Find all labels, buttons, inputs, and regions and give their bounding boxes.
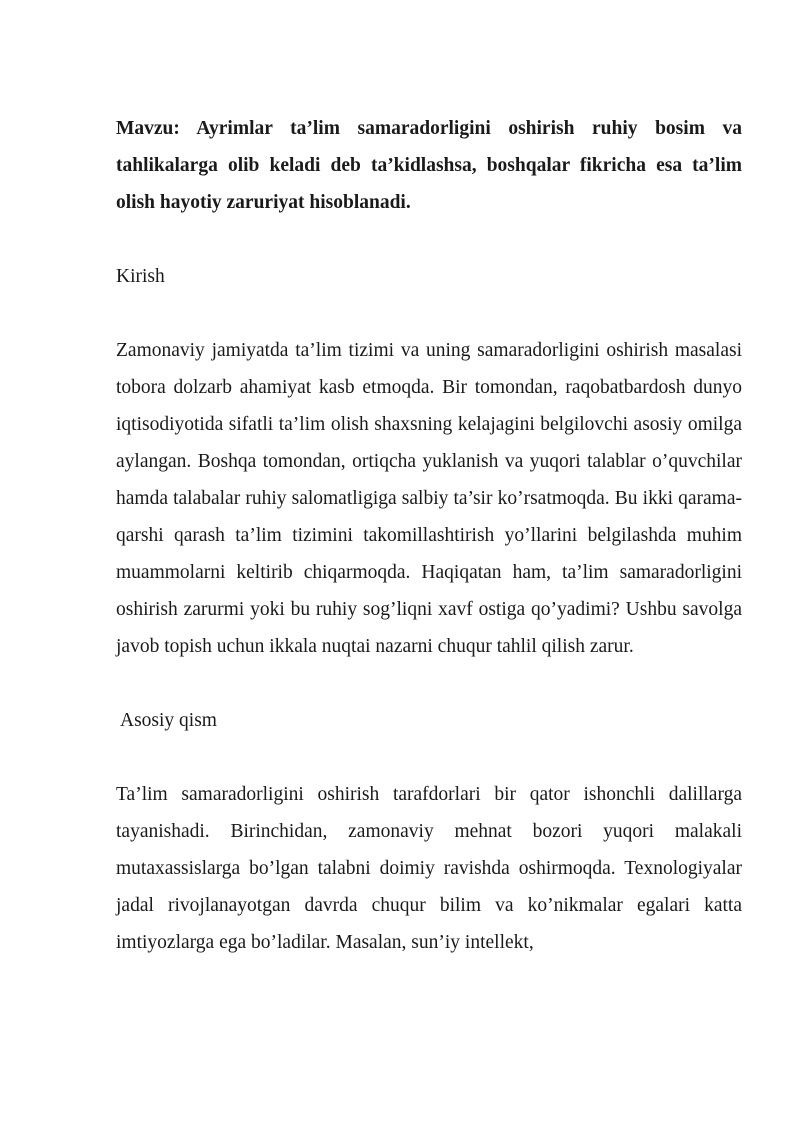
section-heading-kirish: Kirish: [116, 266, 165, 287]
section-paragraph-asosiy-qism: Ta’lim samaradorligini oshirish tarafdorlari bir qator ishonchli dalillarga tayanishadi. Birinchidan, zamonaviy mehnat bozori yuqori malakali mutaxassislarga bo’lgan talabni doimiy ravishda oshirmoqda. Texnologiyalar jadal rivojlanayotgan davrda chuqur bilim va ko’nikmalar egalari katta imtiyozlarga ega bo’ladilar. Masalan, sun’iy intellekt,: [116, 784, 742, 953]
spacer: [116, 295, 742, 332]
section-heading-asosiy-qism: Asosiy qism: [120, 710, 217, 731]
document-title: Mavzu: Ayrimlar ta’lim samaradorligini oshirish ruhiy bosim va tahlikalarga olib keladi deb ta’kidlashsa, boshqalar fikricha esa ta’lim olish hayotiy zaruriyat hisoblanadi.: [116, 118, 742, 213]
section-paragraph-kirish: Zamonaviy jamiyatda ta’lim tizimi va uning samaradorligini oshirish masalasi tobora dolzarb ahamiyat kasb etmoqda. Bir tomondan, raqobatbardosh dunyo iqtisodiyotida sifatli ta’lim olish shaxsning kelajagini belgilovchi asosiy omilga aylangan. Boshqa tomondan, ortiqcha yuklanish va yuqori talablar o’quvchilar hamda talabalar ruhiy salomatligiga salbiy ta’sir ko’rsatmoqda. Bu ikki qarama-qarshi qarash ta’lim tizimini takomillashtirish yo’llarini belgilashda muhim muammolarni keltirib chiqarmoqda. Haqiqatan ham, ta’lim samaradorligini oshirish zarurmi yoki bu ruhiy sog’liqni xavf ostiga qo’yadimi? Ushbu savolga javob topish uchun ikkala nuqtai nazarni chuqur tahlil qilish zarur.: [116, 340, 742, 657]
spacer: [116, 665, 742, 702]
spacer: [116, 221, 742, 258]
spacer: [116, 739, 742, 776]
document-body: [116, 110, 742, 961]
